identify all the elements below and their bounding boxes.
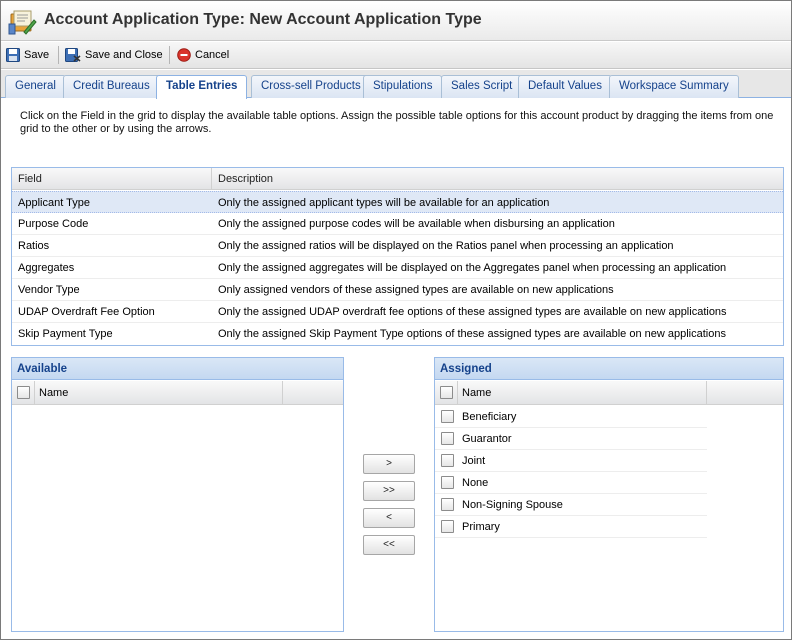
item-checkbox[interactable] <box>441 476 454 489</box>
field-cell: Purpose Code <box>18 218 89 230</box>
item-name: Non-Signing Spouse <box>462 499 563 511</box>
available-column-name[interactable]: Name <box>39 387 69 399</box>
cancel-button-label: Cancel <box>195 49 230 61</box>
description-cell: Only the assigned ratios will be displayed on the Ratios panel when processing an application <box>218 240 674 252</box>
save-and-close-label: Save and Close <box>85 49 163 61</box>
move-all-right-button[interactable]: >> <box>363 481 415 501</box>
assigned-panel-title: Assigned <box>435 358 783 380</box>
table-row[interactable] <box>12 213 783 235</box>
cancel-icon <box>177 48 191 62</box>
tab-strip <box>1 70 791 98</box>
assigned-list-header <box>435 381 783 405</box>
tab-cross-sell-products[interactable]: Cross-sell Products <box>251 75 371 98</box>
column-divider <box>457 381 458 405</box>
tab-default-values[interactable]: Default Values <box>518 75 612 98</box>
description-cell: Only the assigned UDAP overdraft fee options of these assigned types are available on new applications <box>218 306 727 318</box>
tab-credit-bureaus[interactable]: Credit Bureaus <box>63 75 160 98</box>
tab-workspace-summary[interactable]: Workspace Summary <box>609 75 739 98</box>
toolbar-divider <box>169 46 170 64</box>
toolbar <box>1 42 791 69</box>
item-name: Beneficiary <box>462 411 517 423</box>
assigned-panel <box>434 357 784 632</box>
application-book-icon <box>7 6 37 36</box>
item-name: None <box>462 477 489 489</box>
list-item[interactable] <box>435 428 707 450</box>
item-checkbox[interactable] <box>441 432 454 445</box>
item-checkbox[interactable] <box>441 454 454 467</box>
save-button-label: Save <box>24 49 50 61</box>
list-item[interactable] <box>435 494 707 516</box>
table-row[interactable] <box>12 323 783 345</box>
item-checkbox[interactable] <box>441 520 454 533</box>
item-name: Guarantor <box>462 433 512 445</box>
available-panel <box>11 357 344 632</box>
save-button[interactable] <box>6 46 49 64</box>
list-item[interactable] <box>435 406 707 428</box>
description-cell: Only the assigned applicant types will be available for an application <box>218 197 550 209</box>
description-cell: Only the assigned purpose codes will be available when disbursing an application <box>218 218 615 230</box>
item-name: Primary <box>462 521 500 533</box>
list-item[interactable] <box>435 472 707 494</box>
column-divider <box>282 381 283 405</box>
field-cell: UDAP Overdraft Fee Option <box>18 306 155 318</box>
table-row[interactable] <box>12 301 783 323</box>
save-and-close-button[interactable] <box>65 46 163 64</box>
assigned-select-all-checkbox[interactable] <box>440 386 453 399</box>
cancel-button[interactable] <box>177 46 229 64</box>
table-row[interactable] <box>12 279 783 301</box>
move-left-button[interactable]: < <box>363 508 415 528</box>
table-row[interactable] <box>12 191 783 213</box>
move-all-left-button[interactable]: << <box>363 535 415 555</box>
column-header-description[interactable]: Description <box>218 173 274 185</box>
list-item[interactable] <box>435 516 707 538</box>
item-name: Joint <box>462 455 486 467</box>
toolbar-divider <box>58 46 59 64</box>
fields-grid-header <box>12 168 783 190</box>
available-select-all-checkbox[interactable] <box>17 386 30 399</box>
description-cell: Only the assigned Skip Payment Type options of these assigned types are available on new applications <box>218 328 726 340</box>
item-checkbox[interactable] <box>441 410 454 423</box>
instructions-text: Click on the Field in the grid to display the available table options. Assign the possible table options for this account product by dragging the items from one grid to the other or by using the arrows. <box>20 110 774 135</box>
tab-general[interactable]: General <box>5 75 66 98</box>
fields-grid <box>11 167 784 346</box>
description-cell: Only assigned vendors of these assigned types are available on new applications <box>218 284 614 296</box>
save-disk-icon <box>6 48 20 62</box>
description-cell: Only the assigned aggregates will be displayed on the Aggregates panel when processing an application <box>218 262 727 274</box>
table-row[interactable] <box>12 257 783 279</box>
tab-table-entries[interactable]: Table Entries <box>156 75 247 99</box>
available-panel-title: Available <box>12 358 343 380</box>
page-title: Account Application Type: New Account Application Type <box>44 11 482 28</box>
available-list-header <box>12 381 343 405</box>
field-cell: Vendor Type <box>18 284 80 296</box>
table-row[interactable] <box>12 235 783 257</box>
tab-sales-script[interactable]: Sales Script <box>441 75 522 98</box>
field-cell: Ratios <box>18 240 50 252</box>
field-cell: Skip Payment Type <box>18 328 113 340</box>
save-and-close-icon <box>65 48 81 62</box>
column-divider <box>34 381 35 405</box>
column-header-field[interactable]: Field <box>12 168 212 190</box>
field-cell: Applicant Type <box>18 197 90 209</box>
assigned-column-name[interactable]: Name <box>462 387 492 399</box>
list-item[interactable] <box>435 450 707 472</box>
title-bar <box>1 1 791 41</box>
item-checkbox[interactable] <box>441 498 454 511</box>
move-right-button[interactable]: > <box>363 454 415 474</box>
field-cell: Aggregates <box>18 262 75 274</box>
tab-stipulations[interactable]: Stipulations <box>363 75 442 98</box>
column-divider <box>706 381 707 405</box>
